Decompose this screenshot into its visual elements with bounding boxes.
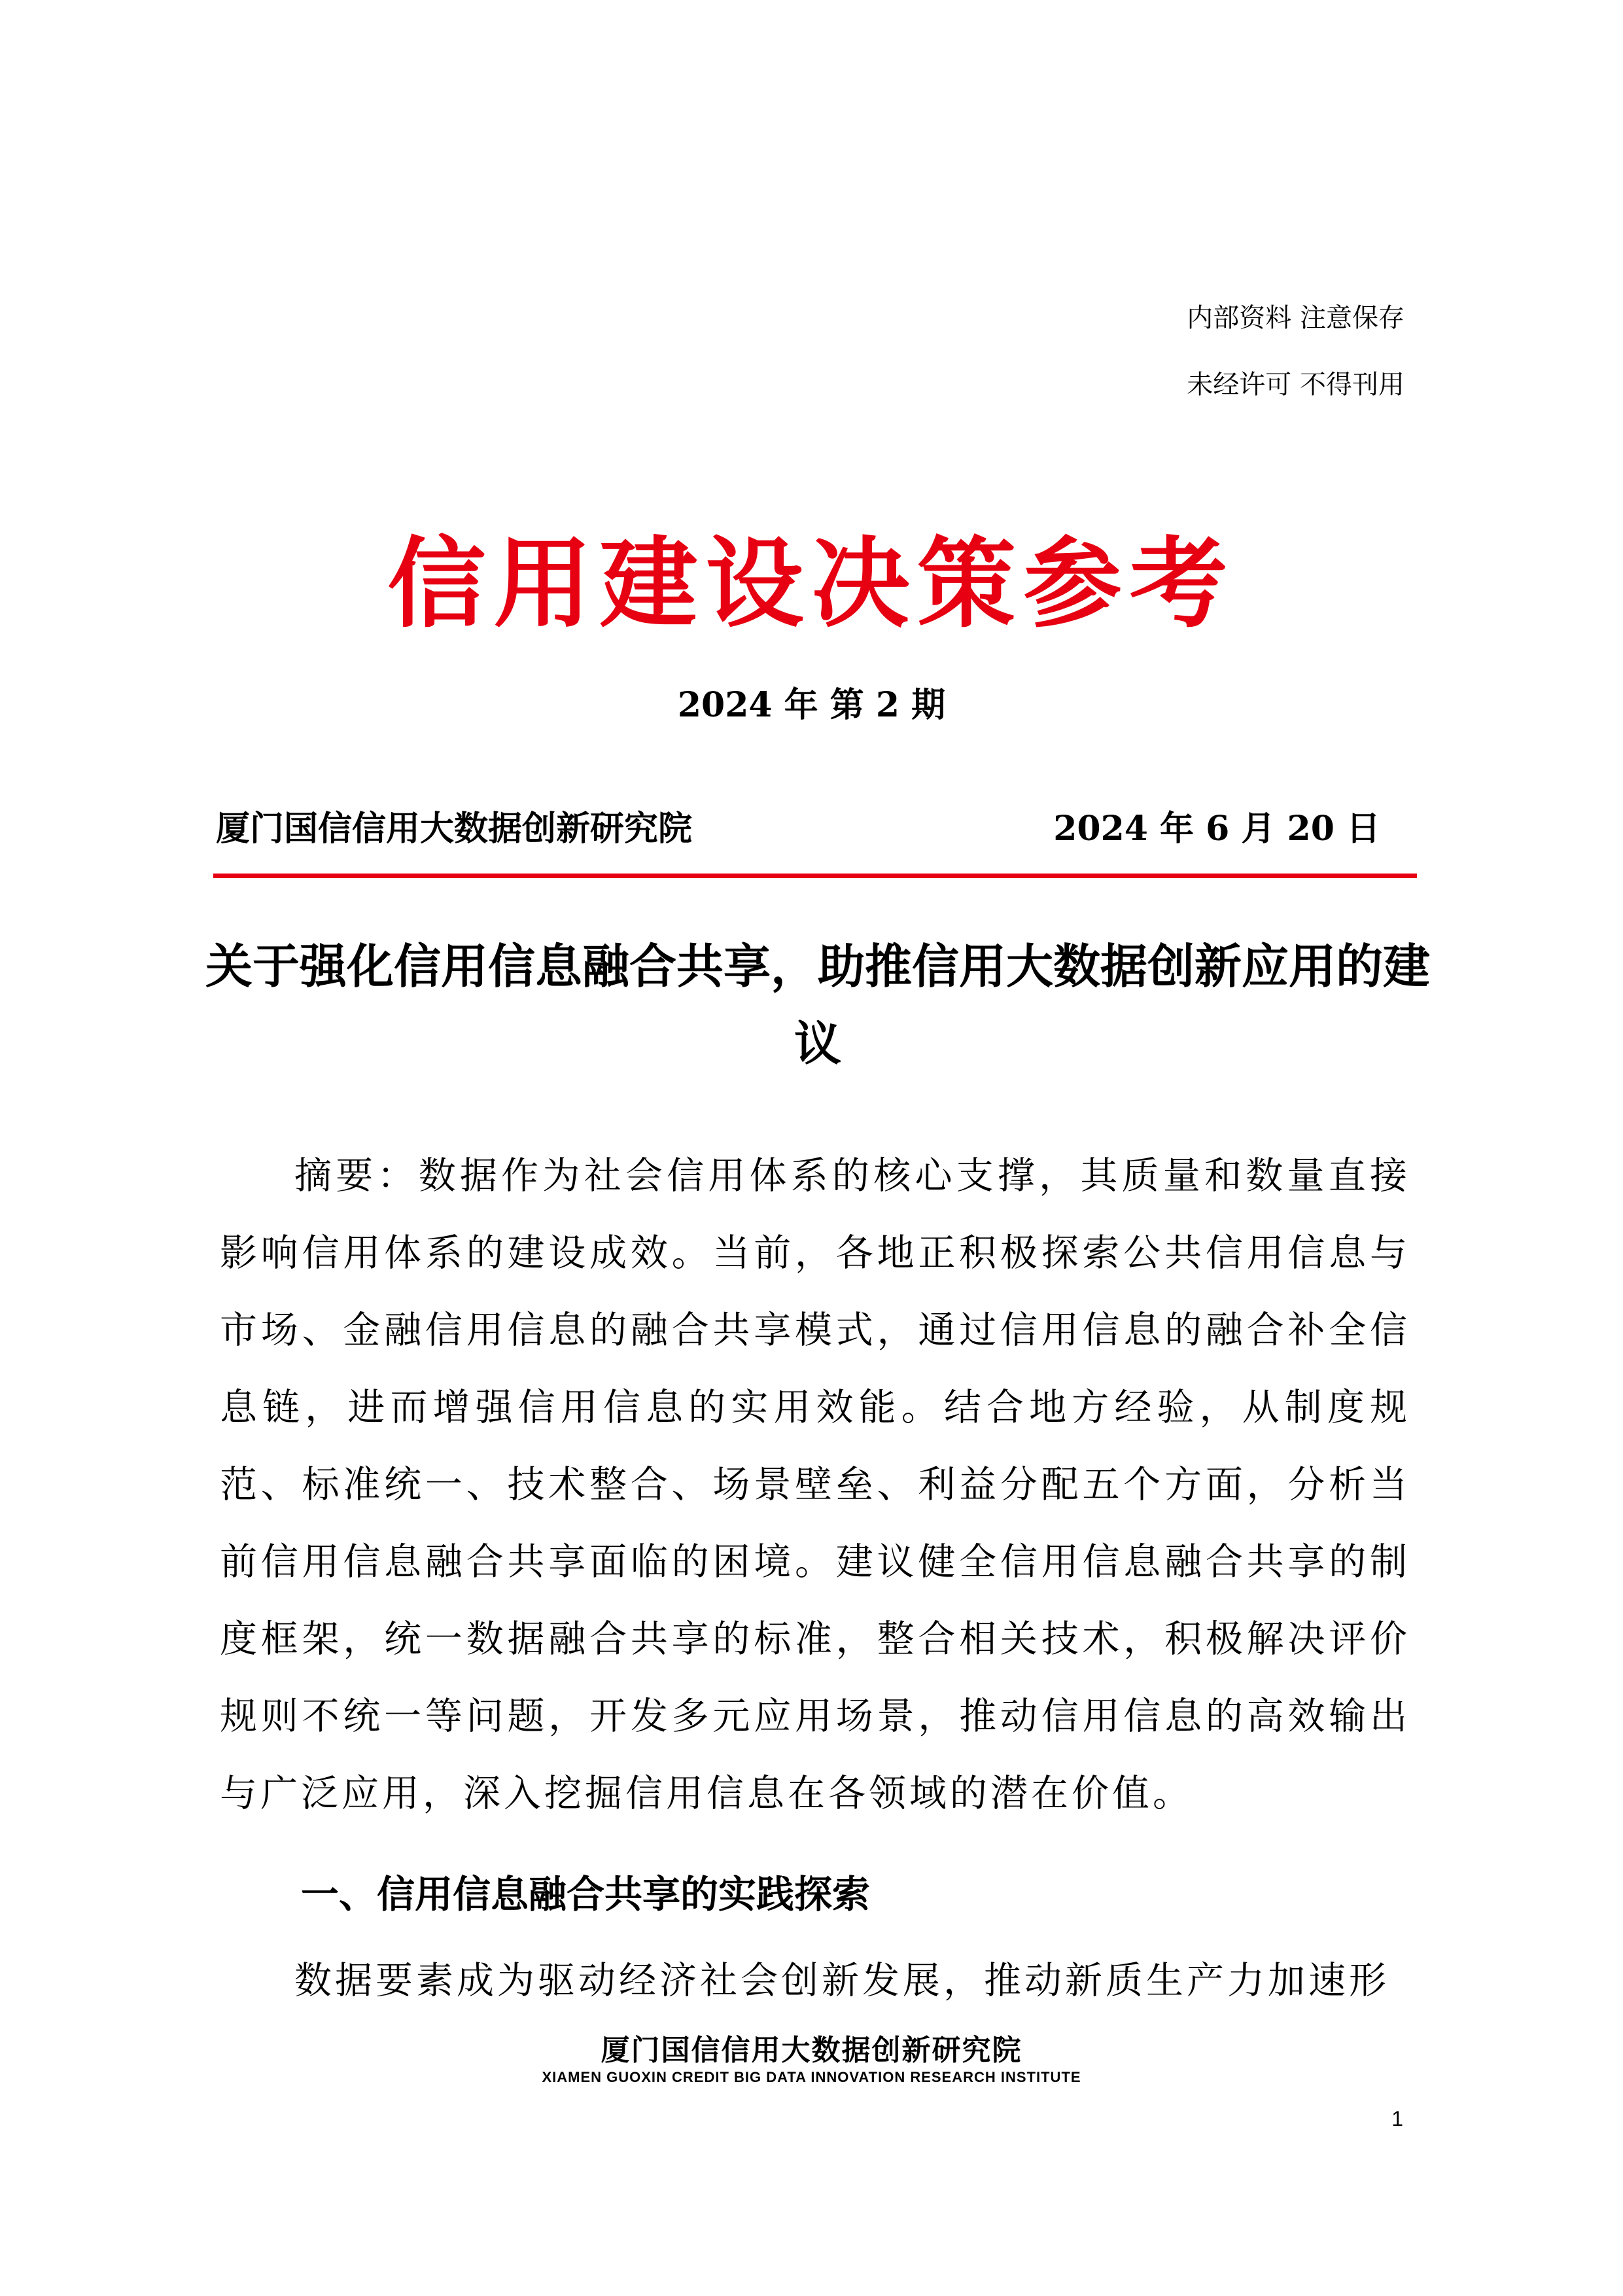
publication-date: 2024 年 6 月 20 日: [1053, 809, 1380, 849]
section-heading: 一、信用信息融合共享的实践探索: [301, 1872, 871, 1916]
body-paragraph: 数据要素成为驱动经济社会创新发展，推动新质生产力加速形: [294, 1959, 1389, 2002]
article-title: 关于强化信用信息融合共享，助推信用大数据创新应用的建议: [205, 938, 1430, 1071]
footer-org-name: 厦门国信信用大数据创新研究院: [601, 2034, 1022, 2067]
red-divider: [213, 874, 1417, 878]
masthead-title: 信用建设决策参考: [387, 527, 1236, 641]
issue-number: 2024 年 第 2 期: [677, 685, 946, 725]
confidential-notice: 内部资料 注意保存: [1187, 303, 1405, 333]
footer-org-name-en: XIAMEN GUOXIN CREDIT BIG DATA INNOVATION RESEARCH INSTITUTE: [542, 2069, 1081, 2085]
publisher-name: 厦门国信信用大数据创新研究院: [216, 809, 693, 849]
page-number: 1: [1391, 2107, 1403, 2130]
footer-logo: [0, 2034, 1623, 2087]
publisher-row: [216, 808, 1380, 850]
abstract-paragraph: 摘要：数据作为社会信用体系的核心支撑，其质量和数量直接影响信用体系的建设成效。当前，各地正积极探索公共信用信息与市场、金融信用信息的融合共享模式，通过信用信息的融合补全信息链，进而增强信用信息的实用效能。结合地方经验，从制度规范、标准统一、技术整合、场景壁垒、利益分配五个方面，分析当前信用信息融合共享面临的困境。建议健全信用信息融合共享的制度框架，统一数据融合共享的标准，整合相关技术，积极解决评价规则不统一等问题，开发多元应用场景，推动信用信息的高效输出与广泛应用，深入挖掘信用信息在各领域的潜在价值。: [220, 1154, 1410, 1815]
no-reprint-notice: 未经许可 不得刊用: [1187, 370, 1405, 400]
